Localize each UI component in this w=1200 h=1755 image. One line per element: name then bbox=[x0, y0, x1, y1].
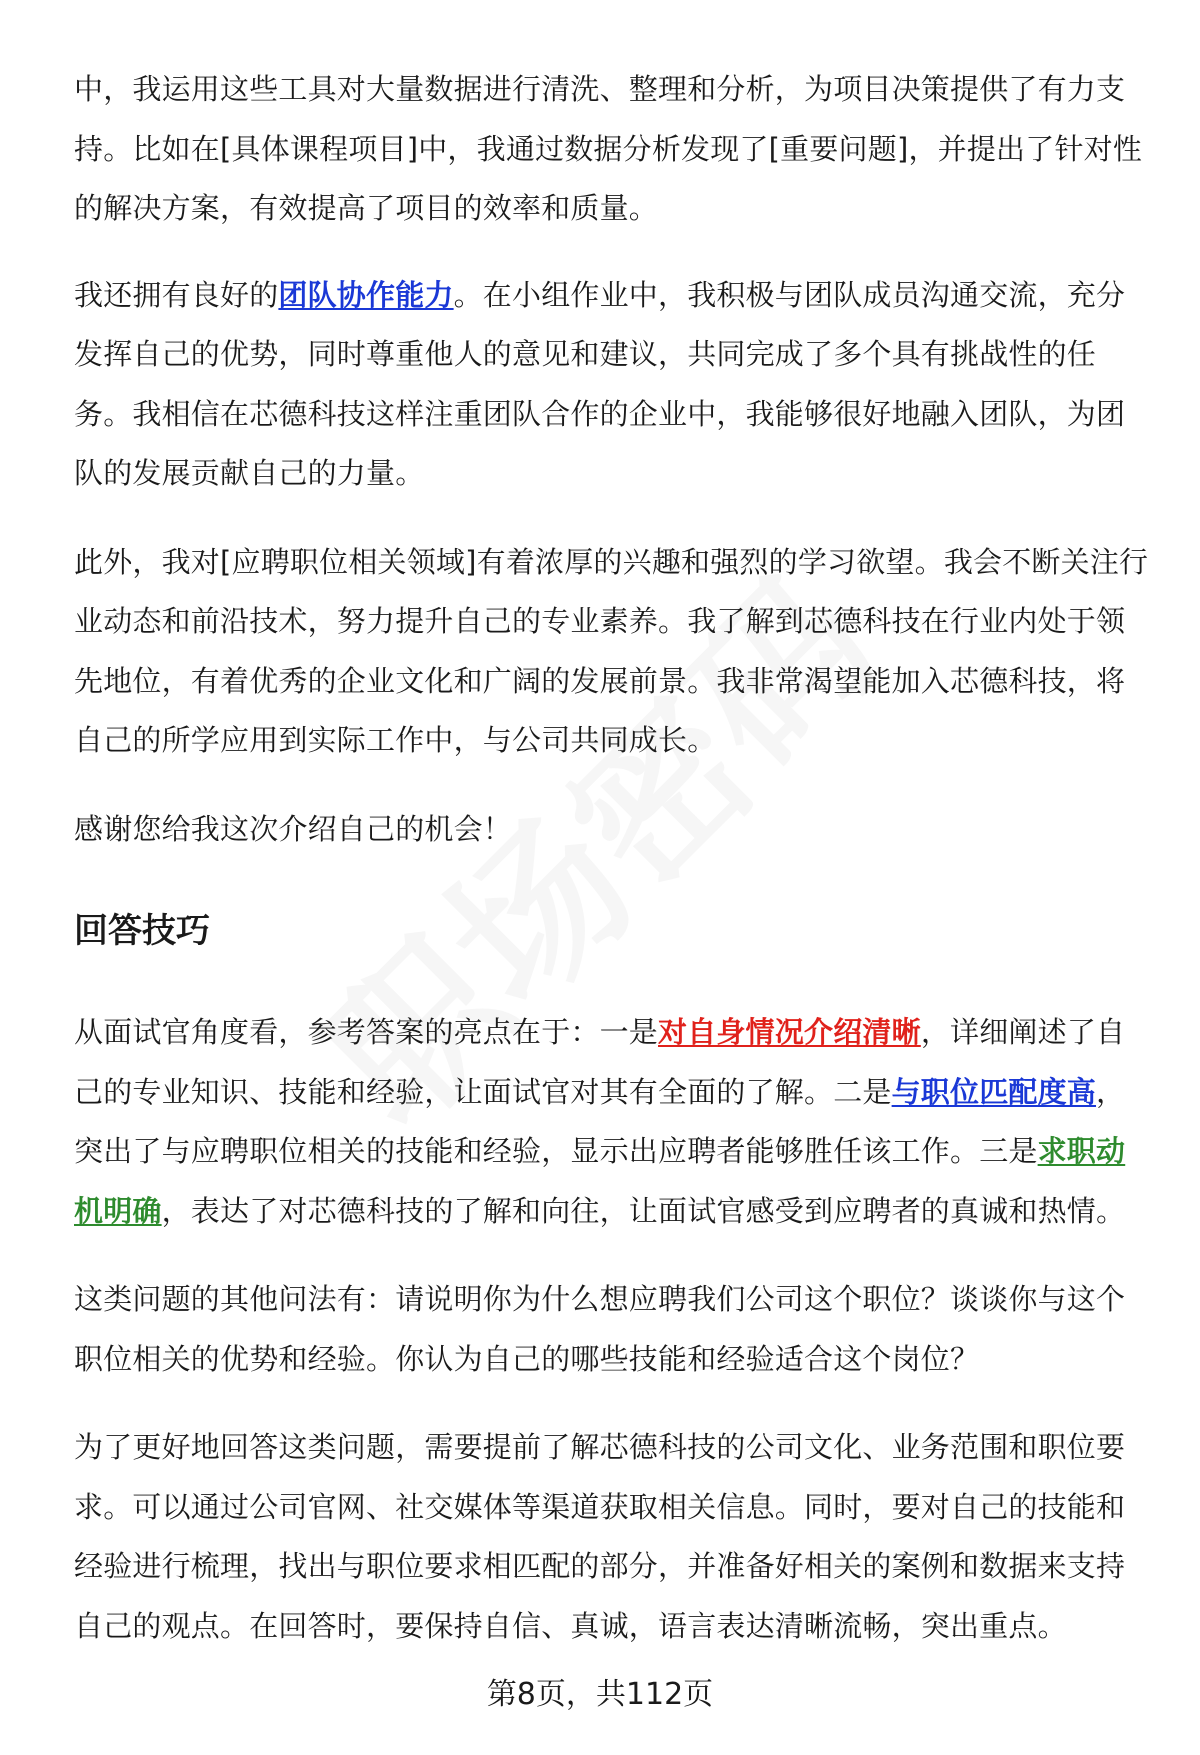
teamwork-text-after: 。在小组作业中，我积极与团队成员沟通交流，充分发挥自己的优势，同时尊重他人的意见和建议，共同完成了多个具有挑战性的任务。我相信在芯德科技这样注重团队合作的企业中，我能够很好地融入团队，为团队的发展贡献自己的力量。 bbox=[74, 277, 1126, 490]
document-page bbox=[74, 60, 1154, 1656]
highlight-clear-intro: 对自身情况介绍清晰 bbox=[658, 1015, 921, 1049]
highlight-motivation: 求职动机明确 bbox=[74, 1134, 1126, 1228]
highlight-job-match: 与职位匹配度高 bbox=[891, 1074, 1097, 1109]
paragraph-teamwork bbox=[74, 266, 1154, 504]
paragraph-interest: 此外，我对[应聘职位相关领域]有着浓厚的兴趣和强烈的学习欲望。我会不断关注行业动态和前沿技术，努力提升自己的专业素养。我了解到芯德科技在行业内处于领先地位，有着优秀的企业文化和广阔的发展前景。我非常渴望能加入芯德科技，将自己的所学应用到实际工作中，与公司共同成长。 bbox=[74, 544, 1149, 757]
section-heading: 回答技巧 bbox=[74, 911, 210, 951]
highlights-text-1: 从面试官角度看，参考答案的亮点在于：一是 bbox=[74, 1015, 659, 1049]
paragraph-other-questions: 这类问题的其他问法有：请说明你为什么想应聘我们公司这个职位？谈谈你与这个职位相关的优势和经验。你认为自己的哪些技能和经验适合这个岗位？ bbox=[74, 1282, 1126, 1376]
teamwork-text-before: 我还拥有良好的 bbox=[74, 277, 279, 312]
teamwork-highlight: 团队协作能力 bbox=[278, 277, 454, 312]
paragraph-thanks: 感谢您给我这次介绍自己的机会！ bbox=[74, 811, 513, 846]
highlights-text-3: ，突出了与应聘职位相关的技能和经验，显示出应聘者能够胜任该工作。三是 bbox=[74, 1074, 1126, 1168]
highlights-text-4: ，表达了对芯德科技的了解和向往，让面试官感受到应聘者的真诚和热情。 bbox=[161, 1193, 1126, 1228]
paragraph-highlights bbox=[74, 1003, 1154, 1241]
page-number: 第8页，共112页 bbox=[486, 1677, 714, 1712]
paragraph-project-experience: 中，我运用这些工具对大量数据进行清洗、整理和分析，为项目决策提供了有力支持。比如在[具体课程项目]中，我通过数据分析发现了[重要问题]，并提出了针对性的解决方案，有效提高了项目的效率和质量。 bbox=[74, 72, 1143, 225]
paragraph-preparation: 为了更好地回答这类问题，需要提前了解芯德科技的公司文化、业务范围和职位要求。可以通过公司官网、社交媒体等渠道获取相关信息。同时，要对自己的技能和经验进行梳理，找出与职位要求相匹配的部分，并准备好相关的案例和数据来支持自己的观点。在回答时，要保持自信、真诚，语言表达清晰流畅，突出重点。 bbox=[74, 1430, 1126, 1643]
highlights-text-2: ，详细阐述了自己的专业知识、技能和经验，让面试官对其有全面的了解。二是 bbox=[74, 1015, 1126, 1109]
